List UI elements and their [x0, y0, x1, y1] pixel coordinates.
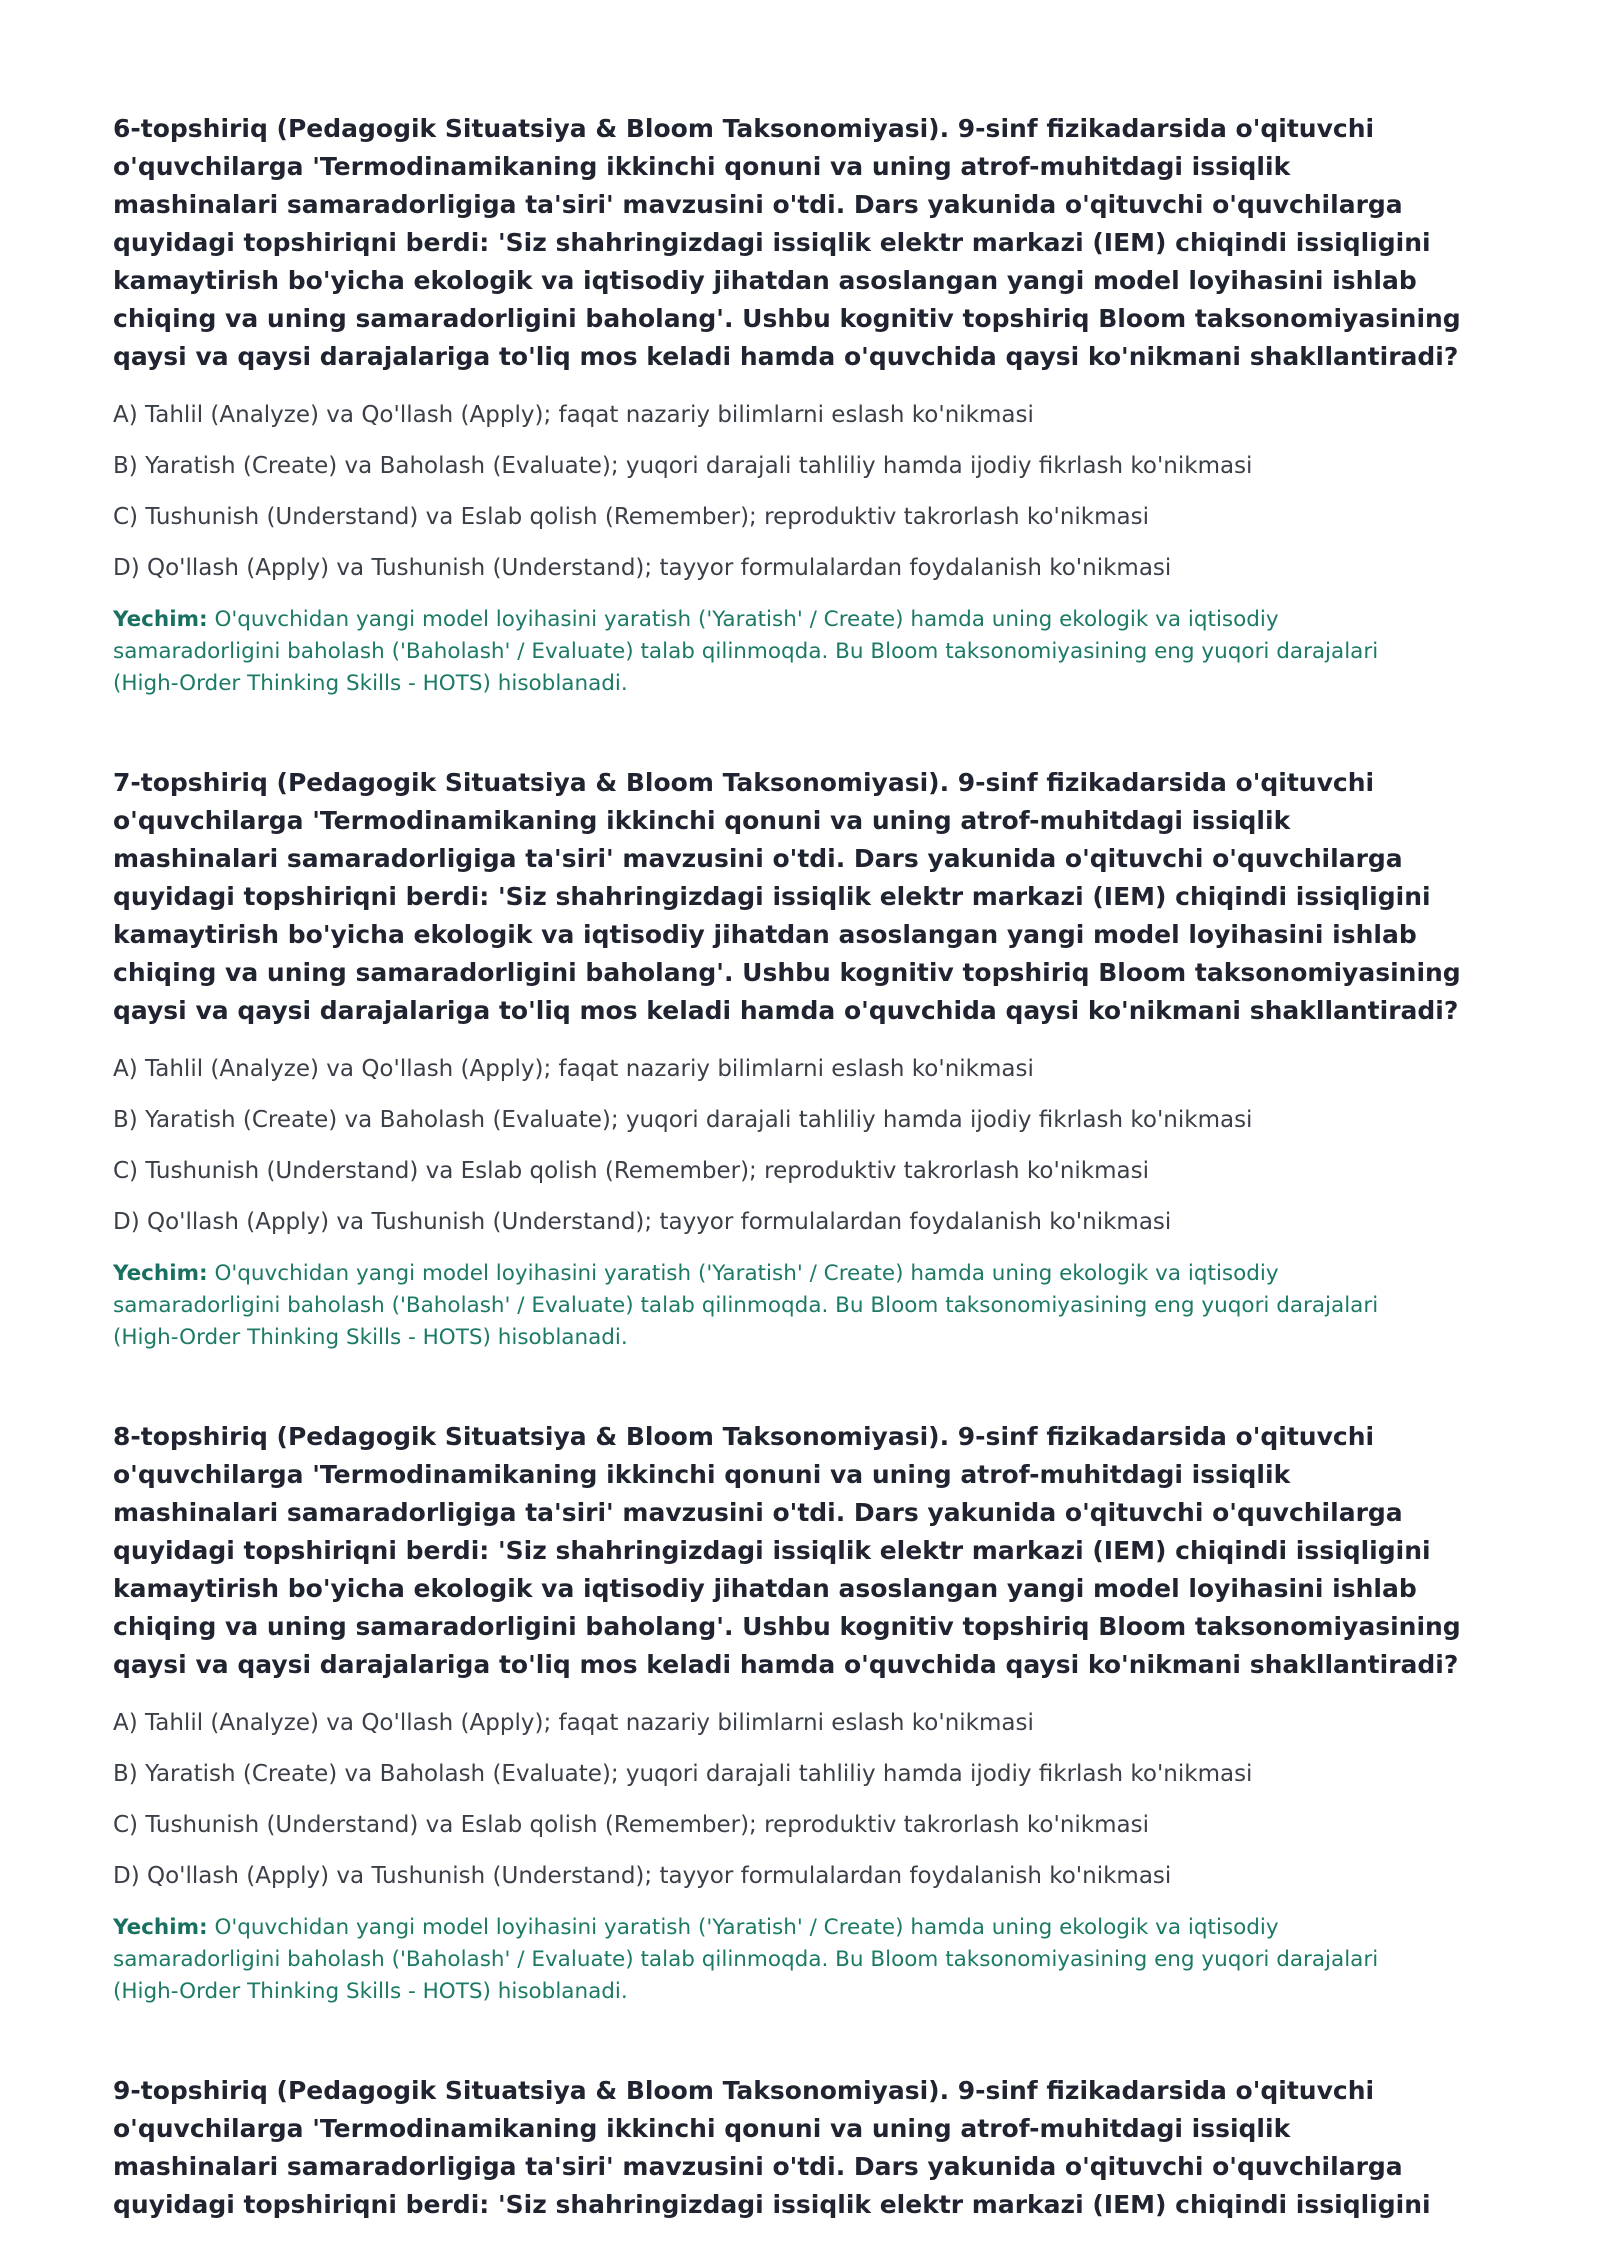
solution-text: O'quvchidan yangi model loyihasini yaratish ('Yaratish' / Create) hamda uning ekologik va iqtisodiy samaradorligini baholash ('Baholash' / Evaluate) talab qilinmoqda. Bu Bloom taksonomiyasining eng yuqori darajalari (High-Order Thinking Skills - HOTS) hisoblanadi. [113, 1915, 1379, 2004]
option-a: A) Tahlil (Analyze) va Qo'llash (Apply); faqat nazariy bilimlarni eslash ko'nikmasi [113, 402, 1034, 428]
solution [113, 1912, 1505, 2008]
option-d: D) Qo'llash (Apply) va Tushunish (Understand); tayyor formulalardan foydalanish ko'nikmasi [113, 1209, 1172, 1235]
solution-label: Yechim: [113, 1915, 208, 1940]
task-8 [113, 1418, 1505, 2008]
question-text: 9-topshiriq (Pedagogik Situatsiya & Bloom Taksonomiyasi). 9-sinf fizikadarsida o'qituvchi o'quvchilarga 'Termodinamikaning ikkinchi qonuni va uning atrof-muhitdagi issiqlik mashinalari samaradorligiga ta'siri' mavzusini o'tdi. Dars yakunida o'qituvchi o'quvchilarga quyidagi topshiriqni berdi: 'Siz shahringizdagi issiqlik elektr markazi (IEM) chiqindi issiqligini [113, 2076, 1431, 2219]
option-a: A) Tahlil (Analyze) va Qo'llash (Apply); faqat nazariy bilimlarni eslash ko'nikmasi [113, 1710, 1034, 1736]
option-d: D) Qo'llash (Apply) va Tushunish (Understand); tayyor formulalardan foydalanish ko'nikmasi [113, 1863, 1172, 1889]
task-9 [113, 2072, 1505, 2224]
option-d: D) Qo'llash (Apply) va Tushunish (Understand); tayyor formulalardan foydalanish ko'nikmasi [113, 555, 1172, 581]
option-b: B) Yaratish (Create) va Baholash (Evaluate); yuqori darajali tahliliy hamda ijodiy fikrlash ko'nikmasi [113, 1761, 1253, 1787]
option-b: B) Yaratish (Create) va Baholash (Evaluate); yuqori darajali tahliliy hamda ijodiy fikrlash ko'nikmasi [113, 453, 1253, 479]
option-a: A) Tahlil (Analyze) va Qo'llash (Apply); faqat nazariy bilimlarni eslash ko'nikmasi [113, 1056, 1034, 1082]
question-text: 7-topshiriq (Pedagogik Situatsiya & Bloom Taksonomiyasi). 9-sinf fizikadarsida o'qituvchi o'quvchilarga 'Termodinamikaning ikkinchi qonuni va uning atrof-muhitdagi issiqlik mashinalari samaradorligiga ta'siri' mavzusini o'tdi. Dars yakunida o'qituvchi o'quvchilarga quyidagi topshiriqni berdi: 'Siz shahringizdagi issiqlik elektr markazi (IEM) chiqindi issiqligini kamaytirish bo'yicha ekologik va iqtisodiy jihatdan asoslangan yangi model loyihasini ishlab chiqing va uning samaradorligini baholang'. Ushbu kognitiv topshiriq Bloom taksonomiyasining qaysi va qaysi darajalariga to'liq mos keladi hamda o'quvchida qaysi ko'nikmani shakllantiradi? [113, 768, 1461, 1025]
solution-text: O'quvchidan yangi model loyihasini yaratish ('Yaratish' / Create) hamda uning ekologik va iqtisodiy samaradorligini baholash ('Baholash' / Evaluate) talab qilinmoqda. Bu Bloom taksonomiyasining eng yuqori darajalari (High-Order Thinking Skills - HOTS) hisoblanadi. [113, 1261, 1379, 1350]
option-c: C) Tushunish (Understand) va Eslab qolish (Remember); reproduktiv takrorlash ko'nikmasi [113, 1812, 1149, 1838]
solution [113, 1258, 1505, 1354]
solution-label: Yechim: [113, 1261, 208, 1286]
solution-text: O'quvchidan yangi model loyihasini yaratish ('Yaratish' / Create) hamda uning ekologik va iqtisodiy samaradorligini baholash ('Baholash' / Evaluate) talab qilinmoqda. Bu Bloom taksonomiyasining eng yuqori darajalari (High-Order Thinking Skills - HOTS) hisoblanadi. [113, 607, 1379, 696]
task-7 [113, 764, 1505, 1354]
solution-label: Yechim: [113, 607, 208, 632]
option-c: C) Tushunish (Understand) va Eslab qolish (Remember); reproduktiv takrorlash ko'nikmasi [113, 504, 1149, 530]
solution [113, 604, 1505, 700]
option-c: C) Tushunish (Understand) va Eslab qolish (Remember); reproduktiv takrorlash ko'nikmasi [113, 1158, 1149, 1184]
task-6 [113, 110, 1505, 700]
question-text: 6-topshiriq (Pedagogik Situatsiya & Bloom Taksonomiyasi). 9-sinf fizikadarsida o'qituvchi o'quvchilarga 'Termodinamikaning ikkinchi qonuni va uning atrof-muhitdagi issiqlik mashinalari samaradorligiga ta'siri' mavzusini o'tdi. Dars yakunida o'qituvchi o'quvchilarga quyidagi topshiriqni berdi: 'Siz shahringizdagi issiqlik elektr markazi (IEM) chiqindi issiqligini kamaytirish bo'yicha ekologik va iqtisodiy jihatdan asoslangan yangi model loyihasini ishlab chiqing va uning samaradorligini baholang'. Ushbu kognitiv topshiriq Bloom taksonomiyasining qaysi va qaysi darajalariga to'liq mos keladi hamda o'quvchida qaysi ko'nikmani shakllantiradi? [113, 114, 1461, 371]
question-text: 8-topshiriq (Pedagogik Situatsiya & Bloom Taksonomiyasi). 9-sinf fizikadarsida o'qituvchi o'quvchilarga 'Termodinamikaning ikkinchi qonuni va uning atrof-muhitdagi issiqlik mashinalari samaradorligiga ta'siri' mavzusini o'tdi. Dars yakunida o'qituvchi o'quvchilarga quyidagi topshiriqni berdi: 'Siz shahringizdagi issiqlik elektr markazi (IEM) chiqindi issiqligini kamaytirish bo'yicha ekologik va iqtisodiy jihatdan asoslangan yangi model loyihasini ishlab chiqing va uning samaradorligini baholang'. Ushbu kognitiv topshiriq Bloom taksonomiyasining qaysi va qaysi darajalariga to'liq mos keladi hamda o'quvchida qaysi ko'nikmani shakllantiradi? [113, 1422, 1461, 1679]
option-b: B) Yaratish (Create) va Baholash (Evaluate); yuqori darajali tahliliy hamda ijodiy fikrlash ko'nikmasi [113, 1107, 1253, 1133]
